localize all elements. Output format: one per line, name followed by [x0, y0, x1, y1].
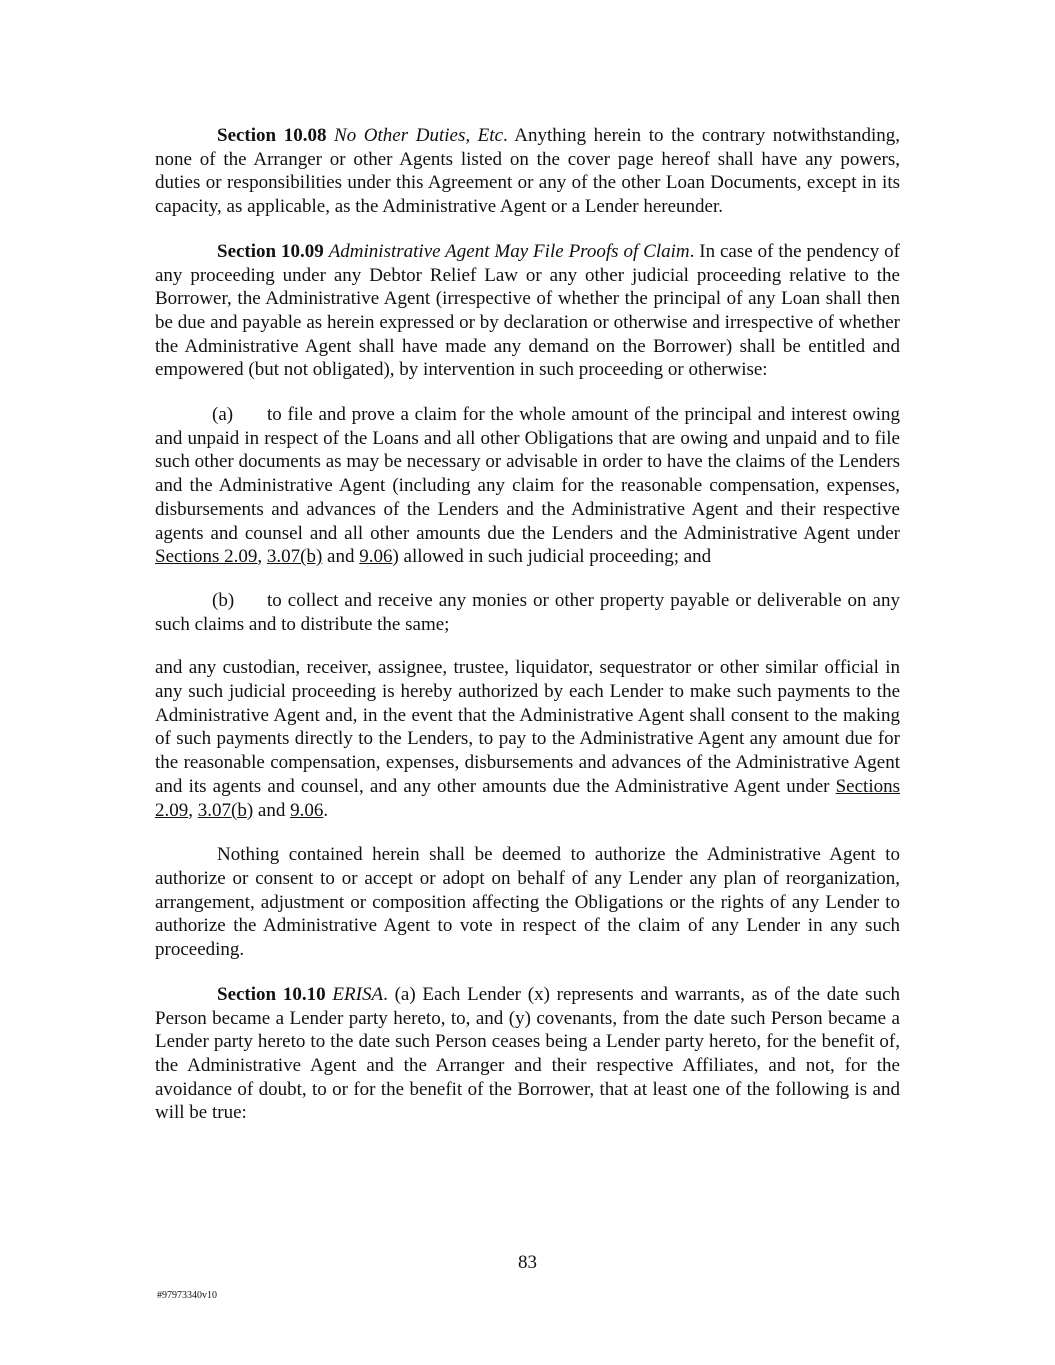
list-text: to collect and receive any monies or other property payable or deliverable on any such claims and to distribute the same;	[155, 589, 900, 635]
section-text: . Anything herein to the contrary notwithstanding, none of the Arranger or other Agents listed on the cover page hereof shall have any powers, duties or responsibilities under this Agreement or any of the other Loan Documents, except in its capacity, as applicable, as the Administrative Agent or a Lender hereunder.	[155, 125, 900, 218]
section-text: . (a) Each Lender (x) represents and warrants, as of the date such Person became a Lender party hereto, to, and (y) covenants, from the date such Person became a Lender party hereto to the date such Person ceases being a Lender party hereto, for the benefit of, the Administrative Agent and the Arranger and their respective Affiliates, and not, for the avoidance of doubt, to or for the benefit of the Borrower, that at least one of the following is and will be true:	[155, 983, 900, 1124]
section-title: No Other Duties, Etc	[334, 125, 503, 146]
paragraph-text: Nothing contained herein shall be deemed to authorize the Administrative Agent to authorize or consent to or accept or adopt on behalf of any Lender any plan of reorganization, arrangement, adjustment or composition affecting the Obligations or the rights of any Lender to authorize the Administrative Agent to vote in respect of the claim of any Lender in any such proceeding.	[155, 844, 900, 961]
paragraph-text: and any custodian, receiver, assignee, trustee, liquidator, sequestrator or other similar official in any such judicial proceeding is hereby authorized by each Lender to make such payments to the Administrative Agent and, in the event that the Administrative Agent shall consent to the making of such payments directly to the Lenders, to pay to the Administrative Agent any amount due for the reasonable compensation, expenses, disbursements and advances of the Administrative Agent and its agents and counsel, and any other amounts due the Administrative Agent under	[155, 657, 900, 797]
cross-reference: 9.06	[290, 799, 324, 821]
list-item-a	[155, 403, 900, 569]
section-heading: Section 10.09	[217, 240, 324, 262]
separator: and	[253, 799, 291, 821]
section-10-10-paragraph	[155, 983, 900, 1125]
list-text-tail: ) allowed in such judicial proceeding; and	[392, 546, 712, 568]
list-item-b	[155, 589, 900, 636]
document-id: #97973340v10	[157, 1290, 217, 1301]
document-body	[155, 124, 900, 1125]
continuation-paragraph	[155, 656, 900, 822]
cross-reference: 9.06	[359, 546, 393, 568]
section-10-09-paragraph	[155, 240, 900, 382]
nothing-contained-paragraph	[155, 843, 900, 962]
section-title: ERISA	[332, 983, 384, 1005]
list-label: (a)	[212, 404, 234, 426]
separator: and	[322, 546, 360, 568]
separator: ,	[257, 546, 267, 568]
page-number: 83	[518, 1252, 537, 1273]
separator: ,	[188, 799, 198, 821]
cross-reference: 3.07(b)	[197, 799, 254, 821]
section-heading: Section 10.08	[217, 125, 327, 146]
list-label: (b)	[212, 589, 235, 611]
paragraph-text-tail: .	[323, 799, 329, 821]
cross-reference: 3.07(b)	[266, 546, 323, 568]
list-text: to file and prove a claim for the whole amount of the principal and interest owing and unpaid in respect of the Loans and all other Obligations that are owing and unpaid and to file such other documents as may be necessary or advisable in order to have the claims of the Lenders and the Administrative Agent (including any claim for the reasonable compensation, expenses, disbursements and advances of the Lenders and the Administrative Agent and their respective agents and counsel and all other amounts due the Lenders and the Administrative Agent under	[155, 404, 900, 544]
section-text: . In case of the pendency of any proceeding under any Debtor Relief Law or any other judicial proceeding relative to the Borrower, the Administrative Agent (irrespective of whether the principal of any Loan shall then be due and payable as herein expressed or by declaration or otherwise and irrespective of whether the Administrative Agent shall have made any demand on the Borrower) shall be entitled and empowered (but not obligated), by intervention in such proceeding or otherwise:	[155, 240, 901, 381]
section-heading: Section 10.10	[217, 983, 326, 1005]
section-10-08-paragraph	[155, 124, 900, 219]
cross-reference: Sections 2.09	[155, 775, 900, 821]
cross-reference: Sections 2.09	[155, 546, 258, 568]
section-title: Administrative Agent May File Proofs of Claim	[328, 240, 690, 262]
